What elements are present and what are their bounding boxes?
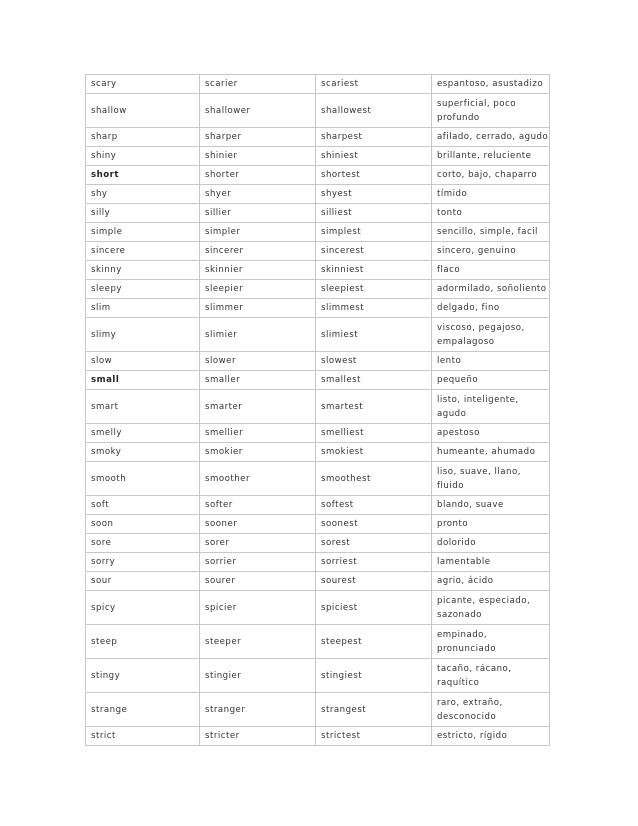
translation-cell: agrio, ácido	[432, 572, 550, 591]
comparative-cell: skinnier	[200, 261, 316, 280]
adjective-cell: smoky	[86, 443, 200, 462]
comparative-cell: shinier	[200, 147, 316, 166]
superlative-cell: stingiest	[316, 659, 432, 693]
table-row	[86, 147, 550, 166]
translation-cell: corto, bajo, chaparro	[432, 166, 550, 185]
translation-cell: pequeño	[432, 371, 550, 390]
translation-cell: tímido	[432, 185, 550, 204]
translation-cell: lamentable	[432, 553, 550, 572]
superlative-cell: smartest	[316, 390, 432, 424]
comparative-cell: shallower	[200, 94, 316, 128]
superlative-cell: shyest	[316, 185, 432, 204]
table-row	[86, 371, 550, 390]
table-row	[86, 515, 550, 534]
table-row	[86, 496, 550, 515]
adjective-cell: strict	[86, 727, 200, 746]
table-row	[86, 462, 550, 496]
comparative-cell: sorrier	[200, 553, 316, 572]
translation-cell: pronto	[432, 515, 550, 534]
comparative-cell: softer	[200, 496, 316, 515]
table-row	[86, 128, 550, 147]
comparative-cell: shyer	[200, 185, 316, 204]
table-row	[86, 390, 550, 424]
adjective-cell: slimy	[86, 318, 200, 352]
superlative-cell: slimiest	[316, 318, 432, 352]
superlative-cell: simplest	[316, 223, 432, 242]
table-row	[86, 659, 550, 693]
translation-cell: espantoso, asustadizo	[432, 75, 550, 94]
adjective-cell: scary	[86, 75, 200, 94]
translation-cell: lento	[432, 352, 550, 371]
superlative-cell: smokiest	[316, 443, 432, 462]
adjective-cell: stingy	[86, 659, 200, 693]
comparative-cell: smaller	[200, 371, 316, 390]
translation-cell: estricto, rígido	[432, 727, 550, 746]
translation-cell: dolorido	[432, 534, 550, 553]
comparative-cell: sleepier	[200, 280, 316, 299]
comparative-cell: simpler	[200, 223, 316, 242]
comparative-cell: sillier	[200, 204, 316, 223]
comparative-cell: smokier	[200, 443, 316, 462]
translation-cell: sencillo, simple, facil	[432, 223, 550, 242]
comparative-cell: spicier	[200, 591, 316, 625]
table-row	[86, 242, 550, 261]
translation-cell: delgado, fino	[432, 299, 550, 318]
translation-cell: raro, extraño, desconocido	[432, 693, 550, 727]
translation-cell: adormilado, soñoliento	[432, 280, 550, 299]
translation-cell: tacaño, rácano, raquítico	[432, 659, 550, 693]
table-row	[86, 572, 550, 591]
superlative-cell: strictest	[316, 727, 432, 746]
table-row	[86, 591, 550, 625]
comparative-cell: stranger	[200, 693, 316, 727]
adjective-cell: skinny	[86, 261, 200, 280]
table-row	[86, 424, 550, 443]
superlative-cell: sleepiest	[316, 280, 432, 299]
adjective-cell: sorry	[86, 553, 200, 572]
table-row	[86, 352, 550, 371]
comparative-cell: steeper	[200, 625, 316, 659]
comparative-cell: sincerer	[200, 242, 316, 261]
adjective-cell: shallow	[86, 94, 200, 128]
superlative-cell: steepest	[316, 625, 432, 659]
comparative-cell: sourer	[200, 572, 316, 591]
translation-cell: apestoso	[432, 424, 550, 443]
table-row	[86, 261, 550, 280]
table-row	[86, 443, 550, 462]
superlative-cell: smelliest	[316, 424, 432, 443]
table-row	[86, 534, 550, 553]
table-row	[86, 223, 550, 242]
translation-cell: afilado, cerrado, agudo	[432, 128, 550, 147]
adjective-cell: smooth	[86, 462, 200, 496]
superlative-cell: sorest	[316, 534, 432, 553]
translation-cell: humeante, ahumado	[432, 443, 550, 462]
superlative-cell: smallest	[316, 371, 432, 390]
table-row	[86, 166, 550, 185]
comparative-cell: smarter	[200, 390, 316, 424]
table-row	[86, 318, 550, 352]
adjective-cell: silly	[86, 204, 200, 223]
table-row	[86, 185, 550, 204]
superlative-cell: slowest	[316, 352, 432, 371]
adjective-cell: sincere	[86, 242, 200, 261]
adjective-cell: sore	[86, 534, 200, 553]
translation-cell: empinado, pronunciado	[432, 625, 550, 659]
table-row	[86, 299, 550, 318]
table-row	[86, 94, 550, 128]
comparative-cell: scarier	[200, 75, 316, 94]
adjective-cell: soon	[86, 515, 200, 534]
superlative-cell: sharpest	[316, 128, 432, 147]
comparative-cell: slimmer	[200, 299, 316, 318]
adjective-cell: soft	[86, 496, 200, 515]
translation-cell: liso, suave, llano, fluido	[432, 462, 550, 496]
superlative-cell: skinniest	[316, 261, 432, 280]
comparative-cell: sorer	[200, 534, 316, 553]
table-row	[86, 553, 550, 572]
table-row	[86, 75, 550, 94]
translation-cell: picante, especiado, sazonado	[432, 591, 550, 625]
adjective-comparison-table	[85, 74, 550, 746]
adjective-cell: shy	[86, 185, 200, 204]
adjective-cell: smart	[86, 390, 200, 424]
superlative-cell: sorriest	[316, 553, 432, 572]
adjective-cell: slow	[86, 352, 200, 371]
table-row	[86, 727, 550, 746]
table-body	[86, 75, 550, 746]
comparative-cell: stricter	[200, 727, 316, 746]
translation-cell: viscoso, pegajoso, empalagoso	[432, 318, 550, 352]
superlative-cell: soonest	[316, 515, 432, 534]
adjective-cell: short	[86, 166, 200, 185]
adjective-cell: simple	[86, 223, 200, 242]
superlative-cell: silliest	[316, 204, 432, 223]
comparative-cell: slimier	[200, 318, 316, 352]
translation-cell: listo, inteligente, agudo	[432, 390, 550, 424]
superlative-cell: smoothest	[316, 462, 432, 496]
adjective-cell: steep	[86, 625, 200, 659]
comparative-cell: sooner	[200, 515, 316, 534]
superlative-cell: spiciest	[316, 591, 432, 625]
table-row	[86, 204, 550, 223]
superlative-cell: sincerest	[316, 242, 432, 261]
superlative-cell: shortest	[316, 166, 432, 185]
translation-cell: brillante, reluciente	[432, 147, 550, 166]
superlative-cell: strangest	[316, 693, 432, 727]
superlative-cell: shallowest	[316, 94, 432, 128]
adjective-cell: small	[86, 371, 200, 390]
superlative-cell: sourest	[316, 572, 432, 591]
translation-cell: flaco	[432, 261, 550, 280]
comparative-cell: stingier	[200, 659, 316, 693]
table-row	[86, 625, 550, 659]
adjective-cell: shiny	[86, 147, 200, 166]
document-page	[85, 74, 549, 746]
adjective-cell: spicy	[86, 591, 200, 625]
translation-cell: sincero, genuino	[432, 242, 550, 261]
translation-cell: blando, suave	[432, 496, 550, 515]
comparative-cell: shorter	[200, 166, 316, 185]
adjective-cell: slim	[86, 299, 200, 318]
comparative-cell: sharper	[200, 128, 316, 147]
translation-cell: superficial, poco profundo	[432, 94, 550, 128]
superlative-cell: slimmest	[316, 299, 432, 318]
comparative-cell: smellier	[200, 424, 316, 443]
comparative-cell: slower	[200, 352, 316, 371]
adjective-cell: sharp	[86, 128, 200, 147]
superlative-cell: softest	[316, 496, 432, 515]
adjective-cell: smelly	[86, 424, 200, 443]
superlative-cell: scariest	[316, 75, 432, 94]
table-row	[86, 280, 550, 299]
superlative-cell: shiniest	[316, 147, 432, 166]
table-row	[86, 693, 550, 727]
translation-cell: tonto	[432, 204, 550, 223]
adjective-cell: sour	[86, 572, 200, 591]
adjective-cell: sleepy	[86, 280, 200, 299]
adjective-cell: strange	[86, 693, 200, 727]
comparative-cell: smoother	[200, 462, 316, 496]
